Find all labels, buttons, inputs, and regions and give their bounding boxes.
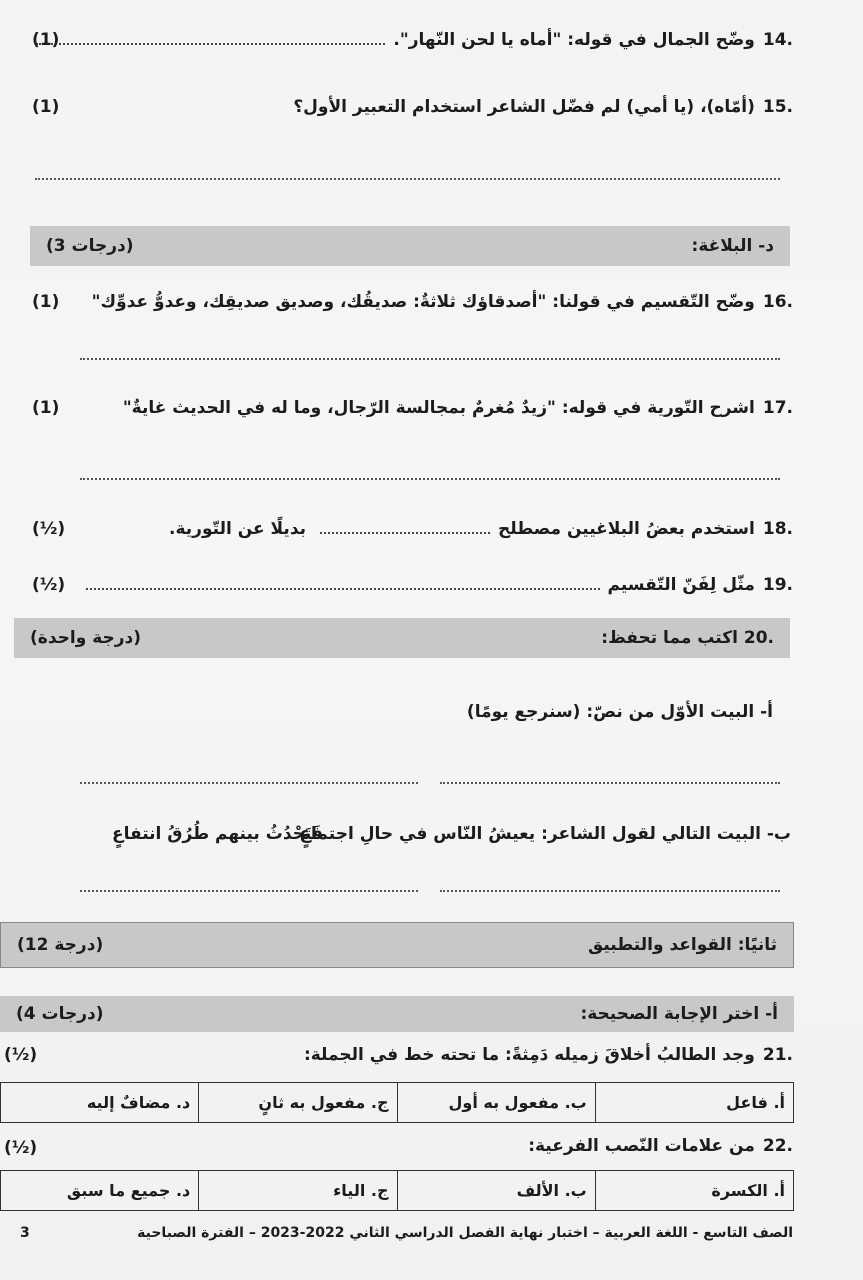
question-mark: (½) bbox=[4, 1045, 38, 1065]
question-number: .21 bbox=[762, 1045, 793, 1065]
option-b[interactable]: ب. مفعول به أول bbox=[397, 1083, 595, 1123]
answer-line[interactable] bbox=[80, 478, 780, 480]
question-16 bbox=[30, 292, 793, 312]
q20-part-a: أ- البيت الأوّل من نصّ: (سنرجع يومًا) bbox=[466, 702, 773, 722]
option-c[interactable]: ج. مفعول به ثانٍ bbox=[199, 1083, 397, 1123]
verse-answer-left[interactable] bbox=[80, 782, 418, 784]
option-a[interactable]: أ. فاعل bbox=[595, 1083, 793, 1123]
question-text: وجد الطالبُ أخلاقَ زميله دَمِثةً: ما تحته خط في الجملة: bbox=[303, 1045, 755, 1065]
question-mark: (½) bbox=[4, 1138, 38, 1158]
verse-answer-right[interactable] bbox=[440, 782, 780, 784]
part-a-header bbox=[0, 996, 794, 1032]
question-number: .20 bbox=[743, 628, 774, 648]
section-title bbox=[601, 628, 774, 648]
footer-text: الصف التاسع - اللغة العربية – اختبار نهاية الفصل الدراسي الثاني 2022-2023 – الفترة الصباحية bbox=[137, 1225, 793, 1241]
question-mark: (1) bbox=[32, 30, 60, 50]
question-mark: (1) bbox=[32, 398, 60, 418]
question-19 bbox=[80, 575, 793, 595]
question-mark: (1) bbox=[32, 292, 60, 312]
question-14 bbox=[30, 30, 793, 50]
page-footer bbox=[20, 1225, 793, 1241]
q20-part-b-verse: فَتَحْدُثُ بينهم طُرُقُ انتفاعٍ bbox=[112, 824, 323, 844]
answer-line[interactable] bbox=[35, 178, 780, 180]
q21-options-table bbox=[0, 1082, 794, 1123]
section-marks: (درجة واحدة) bbox=[30, 628, 142, 648]
question-mark: (½) bbox=[32, 575, 66, 595]
question-number: .16 bbox=[762, 292, 793, 312]
question-20-header bbox=[14, 618, 790, 658]
section-title: د- البلاغة: bbox=[691, 236, 774, 256]
question-21 bbox=[40, 1045, 793, 1065]
question-text: اشرح التّورية في قوله: "زيدٌ مُغرمٌ بمجالسة الرّجال، وما له في الحديث غايةٌ" bbox=[122, 398, 755, 418]
question-mark: (1) bbox=[32, 97, 60, 117]
question-text: اكتب مما تحفظ: bbox=[601, 628, 738, 648]
answer-dots[interactable] bbox=[320, 522, 490, 534]
section-header-balagha bbox=[30, 226, 790, 266]
question-text: من علامات النّصب الفرعية: bbox=[528, 1136, 755, 1156]
q22-options-table bbox=[0, 1170, 794, 1211]
answer-line[interactable] bbox=[80, 358, 780, 360]
option-b[interactable]: ب. الألف bbox=[397, 1171, 595, 1211]
section-marks: (4 درجات) bbox=[16, 1004, 104, 1024]
q20-part-b: ب- البيت التالي لقول الشاعر: يعيشُ النّاس في حالِ اجتماعٍ bbox=[299, 824, 791, 844]
option-d[interactable]: د. مضافٌ إليه bbox=[1, 1083, 199, 1123]
part-two-header bbox=[0, 922, 794, 968]
question-text: استخدم بعضُ البلاغيين مصطلح bbox=[498, 519, 755, 539]
section-title: أ- اختر الإجابة الصحيحة: bbox=[580, 1004, 778, 1024]
question-15 bbox=[30, 97, 793, 117]
question-text: مثّل لِفَنّ التّقسيم bbox=[607, 575, 755, 595]
question-text: (أمّاه)، (يا أمي) لم فضّل الشاعر استخدام التعبير الأول؟ bbox=[293, 97, 755, 117]
question-number: .17 bbox=[762, 398, 793, 418]
question-mark: (½) bbox=[32, 519, 66, 539]
question-number: .15 bbox=[762, 97, 793, 117]
question-number: .19 bbox=[762, 575, 793, 595]
question-number: .14 bbox=[762, 30, 793, 50]
page-number: 3 bbox=[20, 1225, 30, 1241]
question-number: .22 bbox=[762, 1136, 793, 1156]
question-18 bbox=[70, 519, 793, 539]
option-d[interactable]: د. جميع ما سبق bbox=[1, 1171, 199, 1211]
question-text-end: بديلًا عن التّورية. bbox=[169, 519, 307, 539]
verse-answer-left[interactable] bbox=[80, 890, 418, 892]
question-17 bbox=[30, 398, 793, 418]
option-c[interactable]: ج. الياء bbox=[199, 1171, 397, 1211]
question-number: .18 bbox=[762, 519, 793, 539]
answer-dots[interactable] bbox=[86, 578, 600, 590]
question-text: وضّح الجمال في قوله: "أماه يا لحن النّهار". bbox=[393, 30, 755, 50]
option-a[interactable]: أ. الكسرة bbox=[595, 1171, 793, 1211]
section-title: ثانيًا: القواعد والتطبيق bbox=[588, 935, 777, 955]
section-marks: (12 درجة) bbox=[17, 935, 104, 955]
verse-answer-right[interactable] bbox=[440, 890, 780, 892]
question-text: وضّح التّقسيم في قولنا: "أصدقاؤك ثلاثةٌ: صديقُك، وصديق صديقِك، وعدوُّ عدوِّك" bbox=[91, 292, 755, 312]
section-marks: (3 درجات) bbox=[46, 236, 134, 256]
question-22 bbox=[40, 1136, 793, 1156]
answer-dots[interactable] bbox=[36, 33, 385, 45]
